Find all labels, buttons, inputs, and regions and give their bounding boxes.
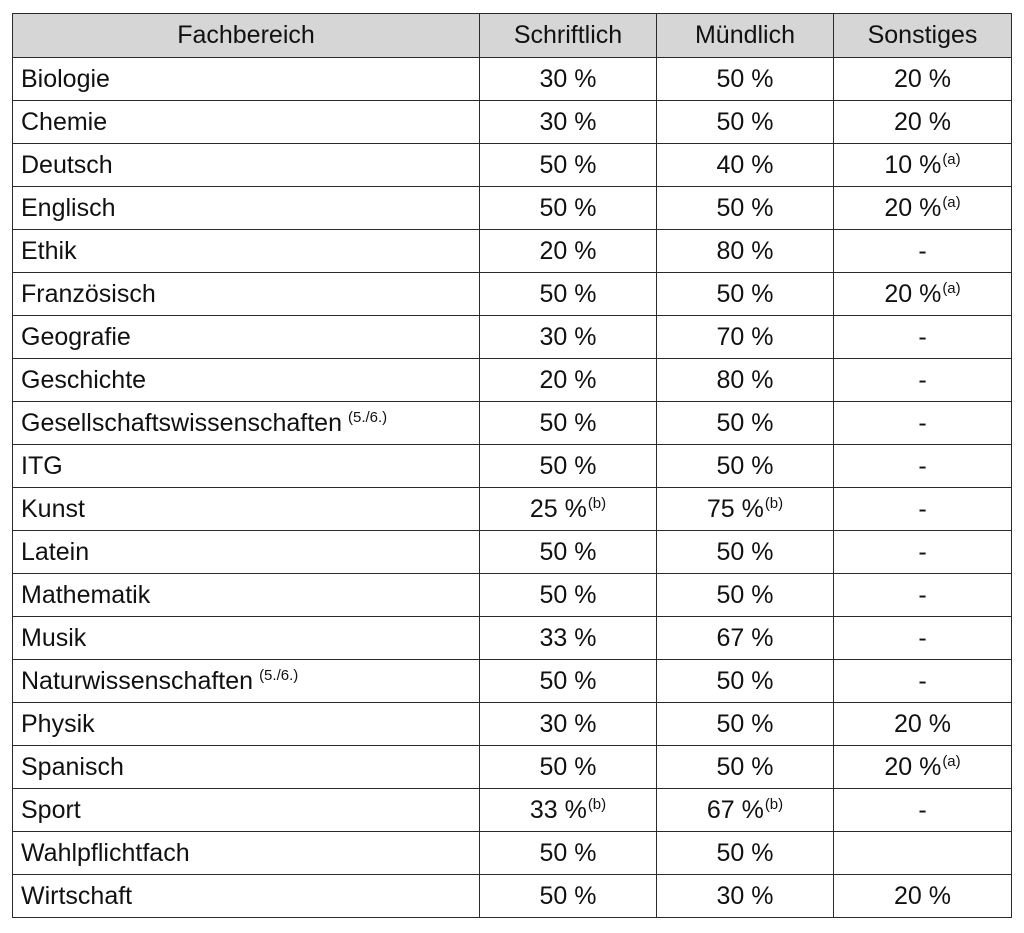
cell-other-value: 20 % xyxy=(884,194,942,222)
cell-written xyxy=(480,660,657,703)
cell-subject xyxy=(13,832,480,875)
cell-written xyxy=(480,488,657,531)
cell-oral-value: 50 % xyxy=(716,666,774,695)
cell-other-footnote: (a) xyxy=(942,151,961,168)
cell-written-value: 25 % xyxy=(529,495,587,523)
cell-subject xyxy=(13,531,480,574)
cell-written-value: 50 % xyxy=(539,580,597,609)
cell-oral-value: 70 % xyxy=(716,322,774,351)
cell-oral-value: 30 % xyxy=(716,881,774,910)
cell-subject-value: Naturwissenschaften xyxy=(21,667,254,695)
table-row xyxy=(13,273,1012,316)
cell-subject-value: ITG xyxy=(21,451,63,480)
table-row xyxy=(13,402,1012,445)
table-row xyxy=(13,144,1012,187)
cell-subject-value: Gesellschaftswissenschaften xyxy=(21,409,342,437)
cell-other xyxy=(834,531,1012,574)
cell-oral-footnote: (b) xyxy=(764,495,784,512)
cell-subject xyxy=(13,789,480,832)
cell-oral xyxy=(657,832,834,875)
table-body xyxy=(13,58,1012,918)
cell-other-value: - xyxy=(918,795,927,824)
cell-oral-value: 80 % xyxy=(716,236,774,265)
cell-oral-value: 67 % xyxy=(706,796,764,824)
header-row xyxy=(13,14,1012,58)
cell-oral-value: 50 % xyxy=(716,451,774,480)
cell-other xyxy=(834,402,1012,445)
cell-oral xyxy=(657,359,834,402)
cell-written-value: 50 % xyxy=(539,881,597,910)
cell-other xyxy=(834,875,1012,918)
cell-written-value: 33 % xyxy=(529,796,587,824)
cell-other-value: - xyxy=(918,408,927,437)
cell-subject xyxy=(13,746,480,789)
cell-other xyxy=(834,273,1012,316)
cell-written xyxy=(480,531,657,574)
cell-oral xyxy=(657,101,834,144)
cell-written xyxy=(480,875,657,918)
cell-other-value: - xyxy=(918,494,927,523)
cell-subject xyxy=(13,488,480,531)
header-oral: Mündlich xyxy=(657,14,834,58)
cell-written-value: 20 % xyxy=(539,236,597,265)
cell-subject-value: Französisch xyxy=(21,279,156,308)
cell-oral-value: 50 % xyxy=(716,752,774,781)
cell-other-footnote: (a) xyxy=(942,280,961,297)
cell-oral-value: 80 % xyxy=(716,365,774,394)
cell-subject xyxy=(13,273,480,316)
cell-written-value: 20 % xyxy=(539,365,597,394)
grading-weights-table xyxy=(12,13,1012,918)
cell-subject-value: Geografie xyxy=(21,322,131,351)
cell-written xyxy=(480,789,657,832)
cell-written xyxy=(480,574,657,617)
cell-written xyxy=(480,746,657,789)
cell-other xyxy=(834,316,1012,359)
table-row xyxy=(13,359,1012,402)
cell-written xyxy=(480,617,657,660)
cell-oral-value: 50 % xyxy=(716,580,774,609)
cell-subject xyxy=(13,359,480,402)
cell-other xyxy=(834,58,1012,101)
cell-written-value: 50 % xyxy=(539,193,597,222)
cell-subject xyxy=(13,144,480,187)
table-row xyxy=(13,316,1012,359)
cell-other xyxy=(834,746,1012,789)
cell-other-value: 20 % xyxy=(894,709,951,738)
cell-subject-value: Englisch xyxy=(21,193,116,222)
cell-written-value: 50 % xyxy=(539,150,597,179)
cell-other xyxy=(834,660,1012,703)
cell-subject-footnote: (5./6.) xyxy=(259,667,299,684)
cell-other xyxy=(834,101,1012,144)
cell-oral-value: 50 % xyxy=(716,537,774,566)
cell-subject xyxy=(13,703,480,746)
table-row xyxy=(13,617,1012,660)
header-subject: Fachbereich xyxy=(13,14,480,58)
cell-other xyxy=(834,445,1012,488)
cell-written-footnote: (b) xyxy=(587,495,607,512)
cell-other-value: - xyxy=(918,365,927,394)
cell-subject-value: Spanisch xyxy=(21,752,124,781)
cell-written xyxy=(480,187,657,230)
cell-oral-value: 67 % xyxy=(716,623,774,652)
cell-oral xyxy=(657,875,834,918)
cell-subject-value: Deutsch xyxy=(21,150,113,179)
cell-written-value: 50 % xyxy=(539,752,597,781)
cell-written xyxy=(480,316,657,359)
cell-subject-value: Mathematik xyxy=(21,580,151,609)
cell-written xyxy=(480,359,657,402)
cell-oral xyxy=(657,531,834,574)
cell-other-value: - xyxy=(918,666,927,695)
cell-other-value: - xyxy=(918,322,927,351)
cell-subject xyxy=(13,402,480,445)
cell-subject-value: Musik xyxy=(21,623,87,652)
cell-written-footnote: (b) xyxy=(587,796,607,813)
table-row xyxy=(13,703,1012,746)
table-row xyxy=(13,187,1012,230)
cell-oral-value: 50 % xyxy=(716,709,774,738)
cell-other-value: - xyxy=(918,451,927,480)
cell-written-value: 30 % xyxy=(539,107,597,136)
cell-oral xyxy=(657,445,834,488)
cell-written xyxy=(480,144,657,187)
cell-oral-value: 50 % xyxy=(716,279,774,308)
cell-oral xyxy=(657,230,834,273)
cell-subject xyxy=(13,316,480,359)
cell-other xyxy=(834,832,1012,875)
cell-written xyxy=(480,58,657,101)
cell-subject-value: Latein xyxy=(21,537,90,566)
cell-oral xyxy=(657,574,834,617)
cell-subject-value: Wahlpflichtfach xyxy=(21,838,190,867)
cell-written-value: 30 % xyxy=(539,64,597,93)
cell-written-value: 50 % xyxy=(539,838,597,867)
cell-other xyxy=(834,230,1012,273)
cell-written-value: 50 % xyxy=(539,408,597,437)
table-row xyxy=(13,445,1012,488)
cell-written xyxy=(480,230,657,273)
cell-written xyxy=(480,101,657,144)
cell-subject-value: Chemie xyxy=(21,107,108,136)
cell-other xyxy=(834,789,1012,832)
table-row xyxy=(13,230,1012,273)
cell-oral xyxy=(657,402,834,445)
cell-other xyxy=(834,359,1012,402)
cell-written-value: 50 % xyxy=(539,666,597,695)
cell-subject-value: Ethik xyxy=(21,236,77,265)
cell-subject xyxy=(13,101,480,144)
cell-oral-value: 50 % xyxy=(716,64,774,93)
cell-other xyxy=(834,574,1012,617)
cell-other-footnote: (a) xyxy=(942,753,961,770)
cell-subject-value: Geschichte xyxy=(21,365,147,394)
cell-subject-footnote: (5./6.) xyxy=(347,409,388,426)
cell-oral xyxy=(657,273,834,316)
cell-other-value: 20 % xyxy=(884,280,942,308)
cell-subject xyxy=(13,445,480,488)
cell-oral-value: 40 % xyxy=(716,150,774,179)
cell-oral-value: 50 % xyxy=(716,107,774,136)
cell-oral-value: 75 % xyxy=(706,495,764,523)
cell-subject xyxy=(13,187,480,230)
cell-other xyxy=(834,187,1012,230)
cell-other xyxy=(834,488,1012,531)
cell-oral-footnote: (b) xyxy=(764,796,784,813)
header-other: Sonstiges xyxy=(834,14,1012,58)
cell-subject-value: Biologie xyxy=(21,64,110,93)
cell-oral-value: 50 % xyxy=(716,838,774,867)
cell-other-value: - xyxy=(918,537,927,566)
cell-subject xyxy=(13,574,480,617)
cell-other xyxy=(834,144,1012,187)
table-row xyxy=(13,789,1012,832)
cell-other-value: - xyxy=(918,580,927,609)
cell-oral xyxy=(657,746,834,789)
table-row xyxy=(13,101,1012,144)
cell-oral xyxy=(657,703,834,746)
cell-other-value: 20 % xyxy=(884,753,942,781)
cell-subject-value: Physik xyxy=(21,709,95,738)
table-row xyxy=(13,832,1012,875)
cell-written-value: 50 % xyxy=(539,451,597,480)
cell-oral-value: 50 % xyxy=(716,193,774,222)
table-row xyxy=(13,660,1012,703)
cell-other-value: 20 % xyxy=(894,64,951,93)
cell-written-value: 33 % xyxy=(539,623,597,652)
cell-other-value: 20 % xyxy=(894,107,951,136)
table-row xyxy=(13,574,1012,617)
table-row xyxy=(13,58,1012,101)
cell-written xyxy=(480,703,657,746)
cell-written xyxy=(480,402,657,445)
cell-subject xyxy=(13,660,480,703)
cell-other-value: - xyxy=(918,236,927,265)
cell-subject-value: Kunst xyxy=(21,494,85,523)
cell-oral xyxy=(657,488,834,531)
cell-subject-value: Wirtschaft xyxy=(21,881,133,910)
table-row xyxy=(13,746,1012,789)
cell-oral xyxy=(657,144,834,187)
cell-oral-value: 50 % xyxy=(716,408,774,437)
header-written: Schriftlich xyxy=(480,14,657,58)
cell-written-value: 50 % xyxy=(539,537,597,566)
cell-subject-value: Sport xyxy=(21,795,81,824)
cell-other-value: 20 % xyxy=(894,881,951,910)
cell-written xyxy=(480,273,657,316)
table-row xyxy=(13,488,1012,531)
table-row xyxy=(13,875,1012,918)
cell-oral xyxy=(657,187,834,230)
cell-subject xyxy=(13,58,480,101)
cell-subject xyxy=(13,230,480,273)
cell-oral xyxy=(657,660,834,703)
cell-written xyxy=(480,445,657,488)
cell-written-value: 30 % xyxy=(539,322,597,351)
cell-written xyxy=(480,832,657,875)
cell-oral xyxy=(657,617,834,660)
table-row xyxy=(13,531,1012,574)
cell-other xyxy=(834,617,1012,660)
cell-oral xyxy=(657,316,834,359)
cell-other-value: 10 % xyxy=(884,151,942,179)
cell-written-value: 30 % xyxy=(539,709,597,738)
cell-other-footnote: (a) xyxy=(942,194,961,211)
cell-oral xyxy=(657,789,834,832)
cell-oral xyxy=(657,58,834,101)
cell-subject xyxy=(13,875,480,918)
cell-other xyxy=(834,703,1012,746)
cell-written-value: 50 % xyxy=(539,279,597,308)
cell-other-value: - xyxy=(918,623,927,652)
table-header xyxy=(13,14,1012,58)
cell-subject xyxy=(13,617,480,660)
